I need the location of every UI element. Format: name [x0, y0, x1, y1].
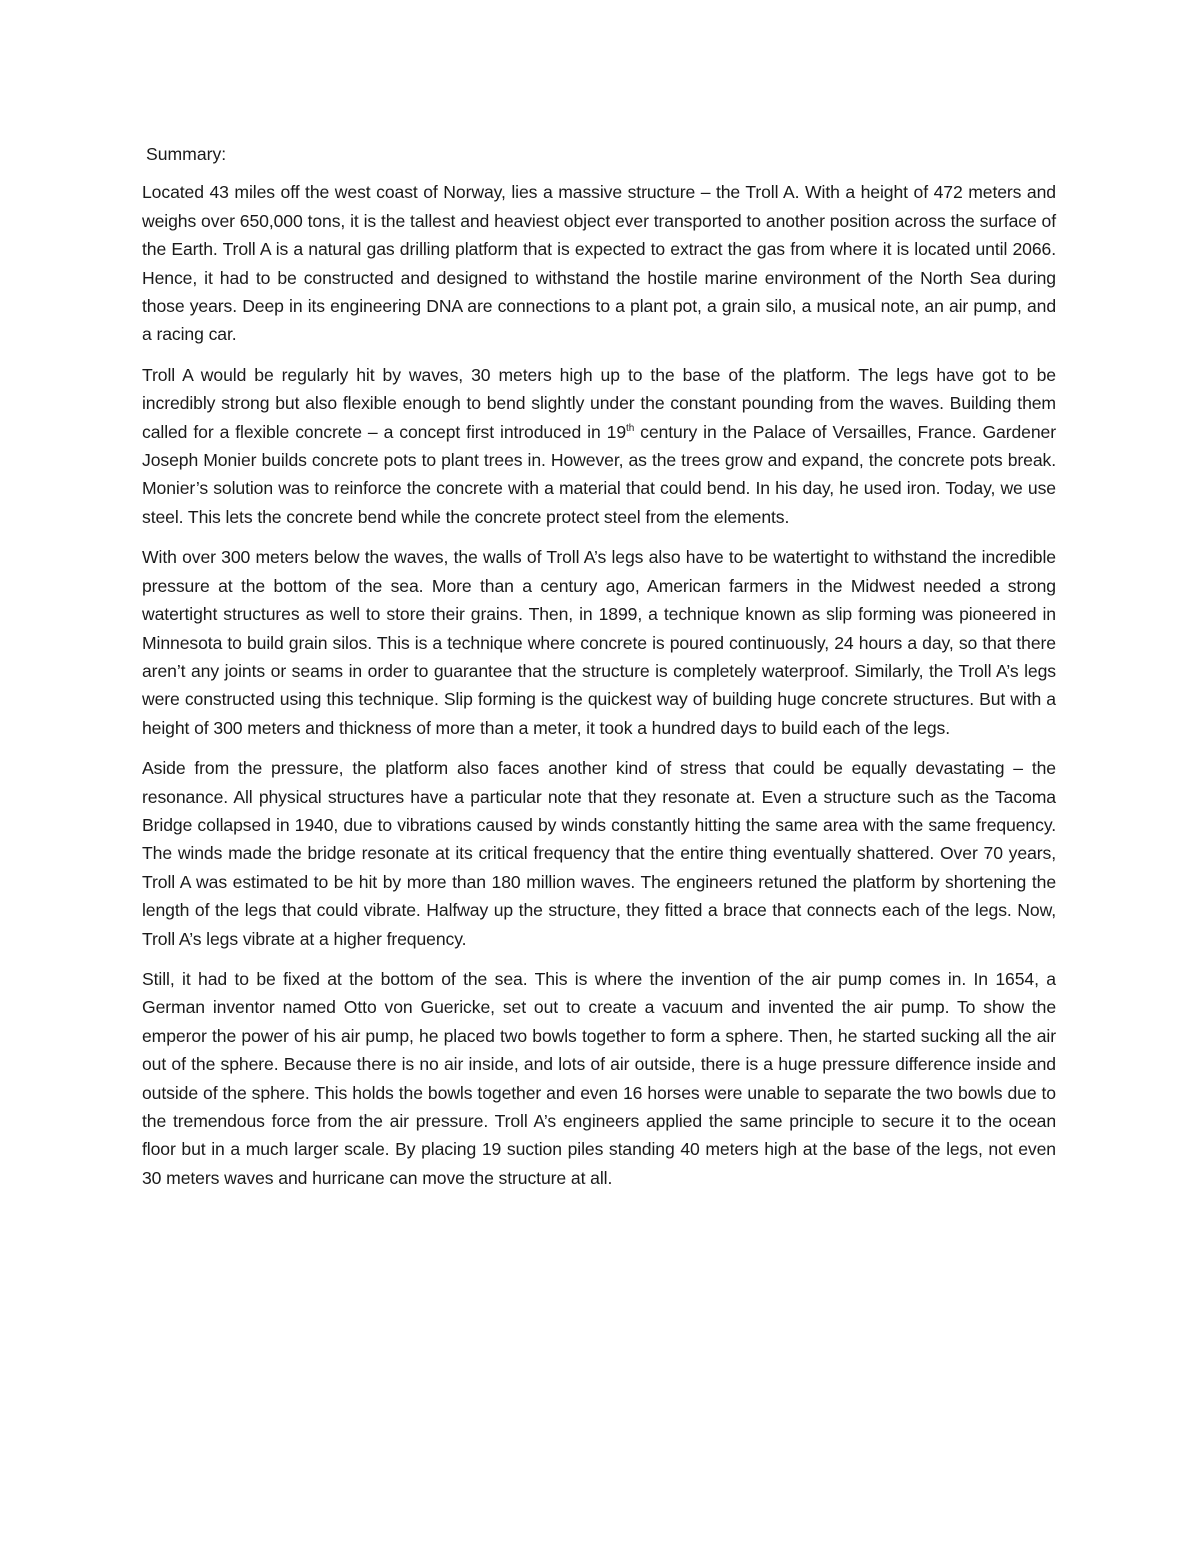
paragraph-resonance: Aside from the pressure, the platform also faces another kind of stress that could be equally devastating – the resonance. All physical structures have a particular note that they resonate at. Even a structure such as the Tacoma Bridge collapsed in 1940, due to vibrations caused by winds constantly hitting the same area with the same frequency. The winds made the bridge resonate at its critical frequency that the entire thing eventually shattered. Over 70 years, Troll A was estimated to be hit by more than 180 million waves. The engineers retuned the platform by shortening the length of the legs that could vibrate. Halfway up the structure, they fitted a brace that connects each of the legs. Now, Troll A’s legs vibrate at a higher frequency. [142, 758, 1056, 949]
paragraph-slip-forming: With over 300 meters below the waves, the walls of Troll A’s legs also have to be watertight to withstand the incredible pressure at the bottom of the sea. More than a century ago, American farmers in the Midwest needed a strong watertight structures as well to store their grains. Then, in 1899, a technique known as slip forming was pioneered in Minnesota to build grain silos. This is a technique where concrete is poured continuously, 24 hours a day, so that there aren’t any joints or seams in order to guarantee that the structure is completely waterproof. Similarly, the Troll A’s legs were constructed using this technique. Slip forming is the quickest way of building huge concrete structures. But with a height of 300 meters and thickness of more than a meter, it took a hundred days to build each of the legs. [142, 547, 1056, 738]
summary-heading: Summary: [146, 144, 227, 164]
superscript-th: th [626, 422, 635, 434]
document-body [142, 140, 1056, 1204]
paragraph-troll-a-intro: Located 43 miles off the west coast of Norway, lies a massive structure – the Troll A. With a height of 472 meters and weighs over 650,000 tons, it is the tallest and heaviest object ever transported to another position across the surface of the Earth. Troll A is a natural gas drilling platform that is expected to extract the gas from where it is located until 2066. Hence, it had to be constructed and designed to withstand the hostile marine environment of the North Sea during those years. Deep in its engineering DNA are connections to a plant pot, a grain silo, a musical note, an air pump, and a racing car. [142, 182, 1056, 345]
paragraph-air-pump: Still, it had to be fixed at the bottom of the sea. This is where the invention of the air pump comes in. In 1654, a German inventor named Otto von Guericke, set out to create a vacuum and invented the air pump. To show the emperor the power of his air pump, he placed two bowls together to form a sphere. Then, he started sucking all the air out of the sphere. Because there is no air inside, and lots of air outside, there is a huge pressure difference inside and outside of the sphere. This holds the bowls together and even 16 horses were unable to separate the two bowls due to the tremendous force from the air pressure. Troll A’s engineers applied the same principle to secure it to the ocean floor but in a much larger scale. By placing 19 suction piles standing 40 meters high at the base of the legs, not even 30 meters waves and hurricane can move the structure at all. [142, 968, 1056, 1188]
paragraph-text-before-superscript: Troll A would be regularly hit by waves, 30 meters high up to the base of the platform. The legs have got to be incredibly strong but also flexible enough to bend slightly under the constant pounding from the waves. Building them called for a flexible concrete – a concept first introduced in 19 [142, 364, 1056, 442]
paragraph-text-after-superscript: century in the Palace of Versailles, France. Gardener Joseph Monier builds concrete pots to plant trees in. However, as the trees grow and expand, the concrete pots break. Monier’s solution was to reinforce the concrete with a material that could bend. In his day, he used iron. Today, we use steel. This lets the concrete bend while the concrete protect steel from the elements. [142, 421, 1056, 527]
paragraph-flexible-concrete [142, 361, 1056, 531]
